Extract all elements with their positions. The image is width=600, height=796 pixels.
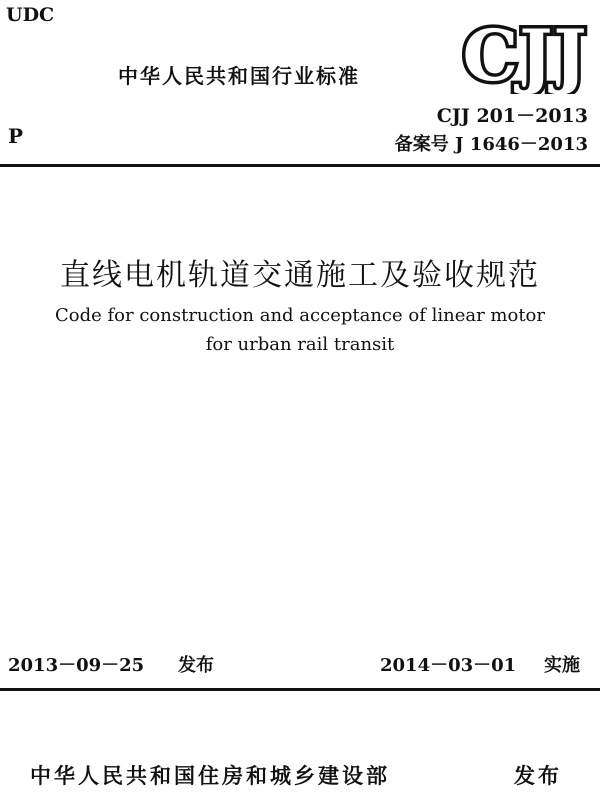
cjj-logo bbox=[460, 14, 590, 94]
document-title-en-line1: Code for construction and acceptance of linear motor bbox=[55, 305, 545, 326]
industry-standard-title: 中华人民共和国行业标准 bbox=[118, 64, 360, 88]
standard-number: CJJ 201－2013 bbox=[436, 105, 588, 127]
record-number: 备案号 J 1646－2013 bbox=[394, 134, 588, 155]
issue-date: 2013－09－25 bbox=[8, 655, 145, 676]
udc-label: UDC bbox=[6, 4, 55, 26]
issuing-authority: 中华人民共和国住房和城乡建设部 bbox=[30, 764, 390, 788]
issuing-action: 发布 bbox=[514, 764, 562, 788]
implementation-label: 实施 bbox=[544, 655, 580, 676]
issue-label: 发布 bbox=[178, 655, 214, 676]
top-divider bbox=[0, 164, 600, 167]
cjj-logo-text: CJJ bbox=[462, 14, 588, 94]
document-title-cn: 直线电机轨道交通施工及验收规范 bbox=[60, 258, 540, 293]
document-title-en-line2: for urban rail transit bbox=[205, 334, 395, 355]
classification-code: P bbox=[8, 124, 24, 148]
implementation-date: 2014－03－01 bbox=[380, 655, 517, 676]
bottom-divider bbox=[0, 688, 600, 691]
